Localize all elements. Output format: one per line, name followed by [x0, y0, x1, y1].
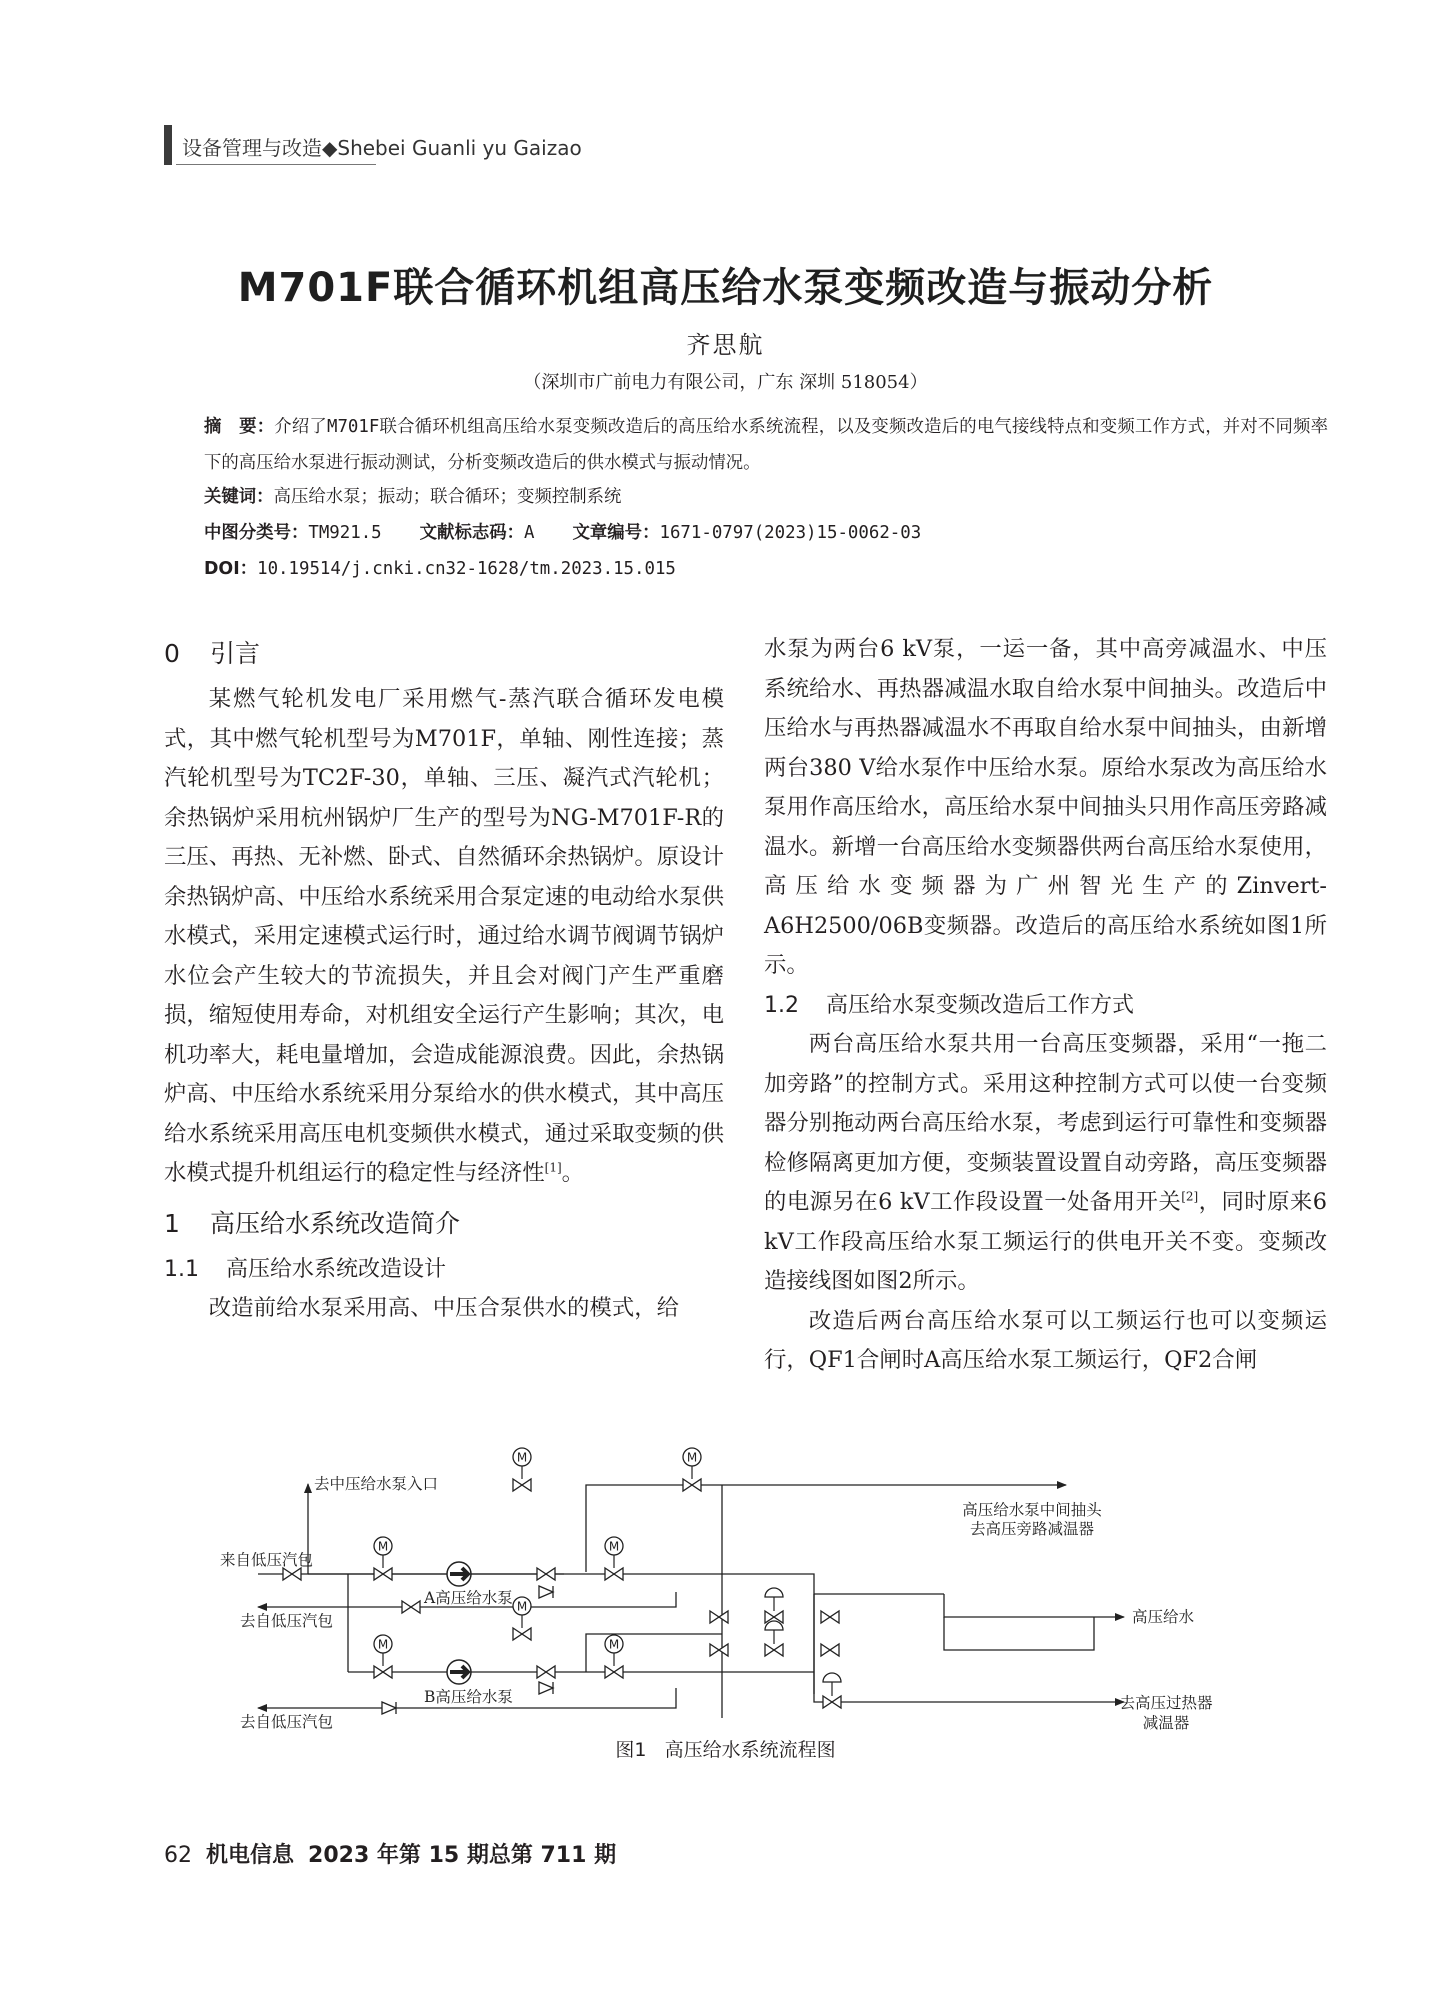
flow-diagram: M 去中压给水泵入口 来自低压汽包 去自低压汽包 去自低压汽包 A高压给水泵 B高压给水泵 高压给水泵中间抽头 去高压旁路减温器 高压给水 去高压过热器 减温器 [220, 1353, 1213, 1732]
mov-top-1 [513, 1448, 531, 1491]
section-0-heading: 0 引言 [164, 639, 261, 668]
keywords-label: 关键词： [204, 487, 274, 507]
label-pump-a: A高压给水泵 [424, 1589, 513, 1607]
clc-label: 中图分类号： [204, 523, 309, 543]
keywords [204, 482, 621, 507]
page-footer [164, 1838, 616, 1869]
mov-pump-a-outlet [605, 1537, 623, 1580]
section-1-1-paragraph-cont: 水泵为两台6 kV泵，一运一备，其中高旁减温水、中压系统给水、再热器减温水取自给水泵中间抽头。改造后中压给水与再热器减温水不再取自给水泵中间抽头，由新增两台380 V给水泵作中压给水泵。原给水泵改为高压给水泵用作高压给水，高压给水泵中间抽头只用作高压旁路减温水。新增一台高压给水变频器供两台高压给水泵使用，高压给水变频器为广州智光生产的Zinvert-A6H2500/06B变频器。改造后的高压给水系统如图1所示。 [764, 636, 1327, 978]
header-underline [176, 164, 376, 165]
pump-a-symbol [447, 1562, 471, 1586]
label-to-lp-drum-a: 去自低压汽包 [240, 1612, 334, 1630]
label-sh-line2: 减温器 [1142, 1714, 1190, 1732]
section-1-1-heading: 1.1 高压给水系统改造设计 [164, 1256, 447, 1282]
doc-code-label: 文献标志码： [419, 523, 525, 543]
doc-code-value: A [524, 523, 535, 543]
valve-hp-feed-1 [710, 1588, 839, 1623]
running-header: 设备管理与改造◆Shebei Guanli yu Gaizao [182, 136, 582, 160]
right-column [764, 630, 1327, 1381]
valve-inlet-drum [283, 1568, 301, 1580]
citation-2: [2] [1181, 1189, 1199, 1204]
figure-1 [220, 1353, 1224, 1732]
article-number-label: 文章编号： [572, 523, 660, 543]
valve-pump-b-discharge [537, 1666, 555, 1694]
valve-sh-desuperheater [823, 1673, 841, 1708]
abstract [204, 409, 1328, 481]
clc-value: TM921.5 [308, 523, 382, 543]
keywords-text: 高压给水泵；振动；联合循环；变频控制系统 [273, 487, 622, 507]
pump-b-symbol [447, 1660, 471, 1684]
section-1-1-paragraph-start: 改造前给水泵采用高、中压合泵供水的模式，给 [208, 1295, 679, 1321]
issue-info: 2023 年第 15 期总第 711 期 [308, 1843, 617, 1868]
label-to-mp-inlet: 去中压给水泵入口 [314, 1475, 439, 1493]
doi-value: 10.19514/j.cnki.cn32-1628/tm.2023.15.015 [257, 559, 676, 579]
section-1-2-paragraph-1: 两台高压给水泵共用一台高压变频器，采用“一拖二加旁路”的控制方式。采用这种控制方式可以使一台变频器分别拖动两台高压给水泵，考虑到运行可靠性和变频器检修隔离更加方便，变频装置设置自动旁路，高压变频器的电源另在6 kV工作段设置一处备用开关[2]，同时原来6 kV工作段高压给水泵工频运行的供电开关不变。变频改造接线图如图2所示。 [764, 1031, 1327, 1294]
label-hp-feed: 高压给水 [1132, 1608, 1195, 1626]
citation-1: [1] [544, 1160, 562, 1175]
section-0-paragraph: 某燃气轮机发电厂采用燃气-蒸汽联合循环发电模式，其中燃气轮机型号为M701F，单轴、刚性连接；蒸汽轮机型号为TC2F-30，单轴、三压、凝汽式汽轮机；余热锅炉采用杭州锅炉厂生产的型号为NG-M701F-R的三压、再热、无补燃、卧式、自然循环余热锅炉。原设计余热锅炉高、中压给水系统采用合泵定速的电动给水泵供水模式，采用定速模式运行时，通过给水调节阀调节锅炉水位会产生较大的节流损失，并且会对阀门产生严重磨损，缩短使用寿命，对机组安全运行产生影响；其次，电机功率大，耗电量增加，会造成能源浪费。因此，余热锅炉高、中压给水系统采用分泵给水的供水模式，其中高压给水系统采用高压电机变频供水模式，通过采取变频的供水模式提升机组运行的稳定性与经济性[1]。 [164, 686, 724, 1186]
mov-middle [513, 1597, 531, 1640]
valve-hp-feed-2 [710, 1621, 839, 1656]
classification-line [204, 518, 921, 543]
mov-top-2 [683, 1448, 701, 1491]
doi-line [204, 554, 676, 579]
article-affiliation: （深圳市广前电力有限公司，广东 深圳 518054） [523, 372, 928, 393]
label-sh-line1: 去高压过热器 [1119, 1694, 1213, 1712]
article-title: M701F联合循环机组高压给水泵变频改造与振动分析 [237, 265, 1214, 311]
header-bar [164, 125, 172, 165]
journal-name: 机电信息 [206, 1843, 295, 1868]
valve-a-recirc [402, 1601, 420, 1613]
section-1-heading: 1 高压给水系统改造简介 [164, 1208, 461, 1238]
abstract-text: 介绍了M701F联合循环机组高压给水泵变频改造后的高压给水系统流程，以及变频改造后的电气接线特点和变频工作方式，并对不同频率下的高压给水泵进行振动测试，分析变频改造后的供水模式与振动情况。 [204, 417, 1328, 473]
label-to-lp-drum-b: 去自低压汽包 [240, 1713, 334, 1731]
label-from-lp-drum: 来自低压汽包 [220, 1551, 314, 1569]
article-number-value: 1671-0797(2023)15-0062-03 [659, 523, 922, 543]
check-b-recirc [382, 1702, 396, 1714]
page-number: 62 [164, 1843, 192, 1868]
section-1-2-heading: 1.2 高压给水泵变频改造后工作方式 [764, 992, 1135, 1018]
mov-pump-b-outlet [605, 1635, 623, 1678]
abstract-label: 摘 要： [204, 417, 275, 437]
mov-pump-a-inlet [374, 1537, 392, 1580]
label-tap-line2: 去高压旁路减温器 [969, 1520, 1095, 1538]
section-1-2-paragraph-2: 改造后两台高压给水泵可以工频运行也可以变频运行，QF1合闸时A高压给水泵工频运行，QF2合闸 [764, 1307, 1327, 1373]
label-tap-line1: 高压给水泵中间抽头 [962, 1501, 1102, 1519]
label-pump-b: B高压给水泵 [424, 1688, 513, 1706]
figure-1-caption: 图1 高压给水系统流程图 [615, 1739, 836, 1761]
valve-pump-a-discharge [537, 1568, 555, 1598]
mov-pump-b-inlet [374, 1635, 392, 1678]
left-column [164, 628, 724, 1329]
article-author: 齐思航 [686, 331, 765, 359]
doi-label: DOI： [204, 559, 258, 579]
